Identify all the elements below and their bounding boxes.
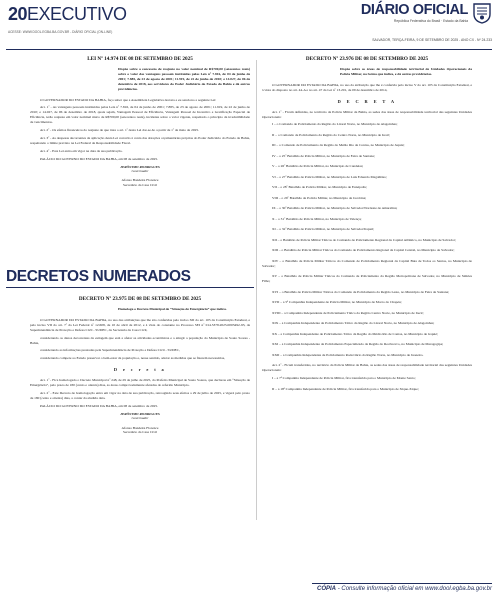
governor-role: Governador	[131, 169, 149, 174]
list-item: XIII – o Batalhão de Polícia Militar Táticos do Comando de Policiamento Regional da Capital Central, no Município de Salvador;	[272, 248, 455, 253]
decreto1-preamble: O GOVERNADOR DO ESTADO DA BAHIA, no uso das atribuições que lhe são conferidas pelo inciso XII do art. 105 da Constituição Estadual, e pelo inciso VII do art. 7º da Lei Federal nº 12.608, de 10 de abril de 2012, e à vista do constante no Processo SEI nº 014.5378.2025.0003492-93, da Superintendência de Proteção e Defesa Civil - SUDEC, da Secretaria da Casa Civil,	[30, 317, 250, 332]
decreto1-considerando-2: considerando as informações prestadas pela Superintendência de Proteção e Defesa Civil - SUDEC,	[40, 348, 180, 353]
bahia-seal-icon	[472, 2, 492, 24]
decreto1-article-1: Art. 1º - Fica homologado o Decreto Municipal nº 248, de 29 de julho de 2025, do Prefeito Municipal de Souto Soares, que declarou em “Situação de Emergência”, pelo prazo de 180 (cento e oitenta) dias, as áreas comprovadamente afetadas do referido Município.	[30, 378, 250, 388]
governor-name: JERÔNIMO RODRIGUES	[120, 411, 160, 416]
page-number: 20	[8, 4, 28, 24]
page-number-section	[8, 4, 127, 25]
online-access-link[interactable]: ACESSE: WWW.DOOL.EGBA.BA.GOV.BR - DIÁRIO OFICIAL (ON-LINE)	[8, 30, 113, 34]
section-band-title: DECRETOS NUMERADOS	[6, 268, 191, 285]
logo-subtitle: República Federativa do Brasil · Estado da Bahia	[393, 19, 468, 23]
diario-oficial-logo	[342, 2, 492, 28]
page-header	[6, 0, 492, 50]
decreto1-considerando-3: considerando compete ao Estado preservar o bem-estar da população e, nesse sentido, adotar as medidas que se fizerem necessárias,	[40, 356, 225, 361]
lei-signature	[30, 165, 250, 188]
decreto1-ementa: Homologa o Decreto Municipal de “Situação de Emergência” que indica.	[118, 307, 227, 311]
decreto2-article-2: Art. 2º - Ficam transferidas, no território da Polícia Militar da Bahia, as sedes das áreas de responsabilidade territorial das seguintes Unidades Operacionais:	[262, 363, 472, 373]
decreto-23976	[262, 56, 472, 397]
list-item: XVI – o Batalhão de Polícia Militar Táticos do Comando de Policiamento da Região Leste, no Município de Feira de Santana;	[272, 289, 450, 294]
list-item: VI – o 27º Batalhão de Polícia Militar, no Município de Luís Eduardo Magalhães;	[272, 174, 387, 179]
decreto1-title: DECRETO Nº 23.975 DE 08 DE SETEMBRO DE 2025	[78, 296, 202, 302]
decreto1-palacio: PALÁCIO DO GOVERNO DO ESTADO DA BAHIA, em 08 de setembro de 2025.	[40, 403, 158, 408]
lei-article-1: Art. 1º - As vantagens pessoais instituídas pelas Leis nº 7.816, de 04 de junho de 2001; 7.885, de 23 de agosto de 2001; 11.919, de 22 de junho de 2010; e 14.027, de 06 de dezembro de 2018, quais sejam, Vantagem Pessoal de Eficiência, Vantagem Pessoal de Incentivo e Gratificação Especial de Eficiência, terão reajuste em valor nominal único de R$700,00 (setecentos reais), incidente sobre o valor vigente, respeitado o princípio da irredutibilidade de vencimentos.	[30, 105, 250, 125]
list-item: XIV – o Batalhão de Polícia Militar Táticos do Comando de Policiamento Regional da Capital Baía de Todos os Santos, no Município de Salvador;	[262, 258, 472, 268]
decreto1-article-2: Art. 2º - Este Decreto de homologação entra em vigor na data de sua publicação, retroagindo seus efeitos a 29 de julho de 2025, e vigerá pelo prazo de 180 (cento e oitenta) dias, a contar da aludida data.	[30, 391, 250, 400]
list-item: XII – o Batalhão de Polícia Militar Táticos do Comando de Policiamento Regional da Capital Atlântico, no Município de Salvador;	[272, 237, 456, 242]
list-item: V – o 26º Batalhão de Polícia Militar, no Município de Candeias;	[272, 164, 364, 169]
decreto1-decreta: D e c r e t a	[113, 367, 167, 373]
list-item: II – o Comando de Policiamento da Região do Centro Norte, no Município de Irecê;	[272, 132, 390, 137]
list-item: IV – o 25º Batalhão de Polícia Militar, no Município de Feira de Santana;	[272, 153, 375, 158]
list-item: VIII – o 29º Batalhão de Polícia Militar, no Município de Jacobina;	[272, 195, 367, 200]
list-item: XVII – a 5ª Companhia Independente de Polícia Militar, no Município de Morro do Chapéu;	[272, 300, 402, 305]
lei-preamble: O GOVERNADOR DO ESTADO DA BAHIA, faço saber que a Assembleia Legislativa decreta e eu sanciono a seguinte Lei:	[40, 97, 217, 102]
article-1-item-list	[262, 122, 472, 357]
header-rule	[6, 49, 492, 50]
list-item: XVIII – a Companhia Independente de Policiamento Tático da Região Centro Norte, no Município de Irecê;	[272, 310, 424, 315]
list-item: I – o Comando de Policiamento da Região do Litoral Norte, no Município de Alagoinhas;	[272, 122, 398, 127]
decreto1-considerando-1: considerando os danos decorrentes da estiagem que está a afetar as atividades econômicas e a atingir a população do Município de Souto Soares - Bahia,	[30, 335, 250, 345]
list-item: III – o Comando de Policiamento da Região do Médio Rio de Contas, no Município de Jequié;	[272, 143, 405, 148]
list-item: XV – o Batalhão de Polícia Militar Táticos do Comando de Policiamento da Região Metropolitana de Salvador, no Município de Simões Filho;	[262, 274, 472, 284]
decreto2-article-1: Art. 1º - Ficam definidas, no território da Polícia Militar da Bahia, as sedes das áreas de responsabilidade territorial das seguintes Unidades Operacionais:	[262, 109, 472, 119]
list-item: XXII – a Companhia Independente de Policiamento Rodoviário da Região Norte, no Município de Juazeiro.	[272, 352, 424, 357]
lei-ementa: Dispõe sobre a concessão de reajuste no valor nominal de R$700,00 (setecentos reais) sobre o valor das vantagens pessoais instituídas pelas Leis nº 7.816, de 04 de junho de 2001; 7.885, de 23 de agosto de 2001; 11.919, de 22 de junho de 2010; e 14.027, de 06 de dezembro de 2018, aos servidores do Poder Judiciário do Estado da Bahia e dá outras providências.	[118, 67, 250, 91]
decreto1-signature	[30, 412, 250, 435]
lei-article-2: Art. 2º - Os efeitos financeiros do reajuste de que trata o art. 1º desta Lei dar-se-ão a partir de 1º de maio de 2025.	[40, 128, 199, 133]
list-item: IX – o 30º Batalhão de Polícia Militar, no Município de Salvador/Nordeste de Amaralina;	[272, 206, 398, 211]
decreto2-ementa: Dispõe sobre as áreas de responsabilidade territorial de Unidades Operacionais da Polícia Militar, na forma que indica, e dá outras providências.	[340, 67, 472, 76]
secretary-role: Secretário da Casa Civil	[123, 430, 157, 435]
decreto-23975	[30, 296, 250, 437]
governor-role: Governador	[131, 416, 149, 421]
list-item: VII – o 28º Batalhão de Polícia Militar, no Município de Eunápolis;	[272, 185, 367, 190]
lei-palacio: PALÁCIO DO GOVERNO DO ESTADO DA BAHIA, em 08 de setembro de 2025.	[40, 156, 158, 161]
list-item: XI – o 32º Batalhão de Polícia Militar, no Município de Salvador/Itapuã;	[272, 227, 374, 232]
lei-article-3: Art. 3º - As despesas decorrentes da aplicação desta Lei correrão à conta das dotações orçamentárias próprias do Poder Judiciário do Estado da Bahia, respeitando o limite previsto na Lei Federal de Responsabilidade Fiscal.	[30, 135, 250, 145]
lei-article-4: Art. 4º - Esta Lei entra em vigor na data da sua publicação.	[40, 148, 123, 153]
left-column	[30, 56, 250, 190]
lei-title: LEI Nº 14.974 DE 08 DE SETEMBRO DE 2025	[87, 56, 193, 62]
section-name: EXECUTIVO	[27, 4, 127, 24]
list-item: XIX – a Companhia Independente de Policiamento Tático da Região do Litoral Norte, no Município de Alagoinhas;	[272, 321, 435, 326]
copy-footer	[312, 583, 492, 592]
footer-prefix: CÓPIA	[317, 586, 337, 592]
secretary-name: Afonso Bandeira Florence	[121, 178, 159, 183]
list-item: XXI – a Companhia Independente de Policiamento Especializado da Região do Recôncavo, no Município de Maragogipe;	[272, 342, 444, 347]
article-2-item-list	[262, 376, 472, 391]
secretary-role: Secretário da Casa Civil	[123, 182, 157, 187]
list-item: X – o 31º Batalhão de Polícia Militar, no Município de Valença;	[272, 216, 362, 221]
section-band	[6, 266, 254, 288]
column-divider	[256, 60, 257, 520]
decreto2-preamble: O GOVERNADOR DO ESTADO DA BAHIA, no uso da atribuição que lhe é conferida pelo inciso V do art. 105 da Constituição Estadual, e à vista do disposto no art. 44-A e no art. 47 da Lei nº 13.201, de 09 de dezembro de 2014,	[262, 82, 472, 92]
decreto2-decreta: D E C R E T A	[337, 98, 397, 104]
edition-date-line: SALVADOR, TERÇA-FEIRA, 9 DE SETEMBRO DE 2025 - ANO CX - Nº 24.233	[372, 38, 492, 42]
list-item: II – a 18ª Companhia Independente de Polícia Militar, fica transferida para o Município de Xique-Xique;	[272, 386, 419, 391]
governor-name: JERÔNIMO RODRIGUES	[120, 164, 160, 169]
secretary-name: Afonso Bandeira Florence	[121, 425, 159, 430]
list-item: XX – a Companhia Independente de Policiamento Tático da Região do Médio Rio de Contas, no Município de Jequié;	[272, 331, 438, 336]
footer-text: - Consulte informação oficial em www.dool.egba.ba.gov.br	[336, 586, 492, 592]
decreto2-title: DECRETO Nº 23.976 DE 08 DE SETEMBRO DE 2025	[305, 56, 429, 62]
list-item: I – a 7ª Companhia Independente de Polícia Militar, fica transferida para o Município de Monte Santo;	[272, 376, 416, 381]
logo-title: DIÁRIO OFICIAL	[360, 2, 468, 18]
